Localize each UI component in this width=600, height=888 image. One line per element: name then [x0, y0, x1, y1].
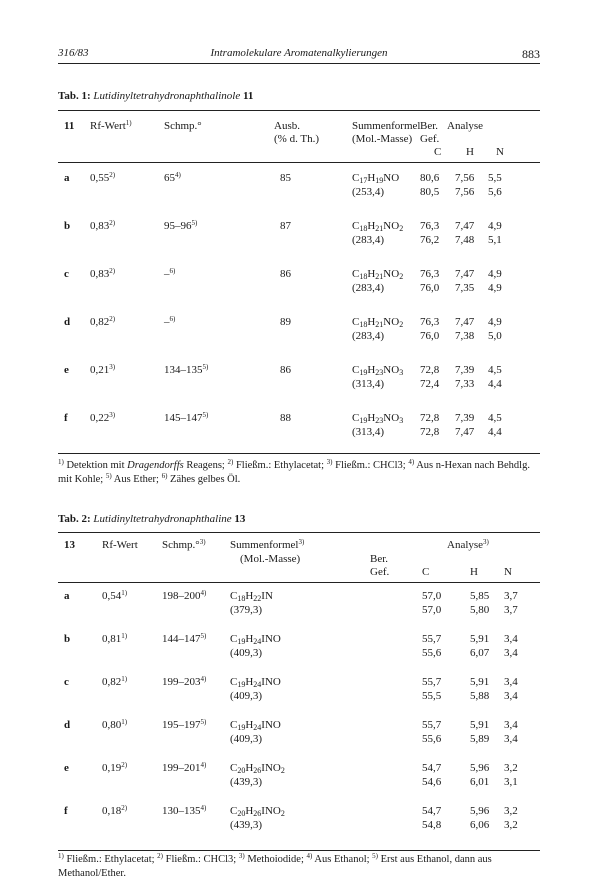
t2-row-label: f [64, 805, 68, 817]
t1-head-id: 11 [64, 120, 75, 132]
t1-rf-sup: 3) [109, 411, 116, 419]
t1-rf-value [90, 316, 115, 329]
t1-ber-n: 4,9 [488, 316, 502, 328]
t2-formula: $C_{18}H_{22}IN$ [230, 590, 273, 603]
t1-row-label: e [64, 364, 69, 376]
t1-yield-value: 88 [280, 412, 291, 424]
t2-gef-c: 57,0 [422, 604, 442, 616]
t2-formula: $C_{20}H_{26}INO_2$ [230, 805, 285, 818]
t1-yield-value: 86 [280, 364, 291, 376]
t2-fn1-mark: 1) [58, 852, 64, 860]
t1-formula: $C_{19}H_{23}NO_3$ [352, 364, 404, 377]
t1-rf-value [90, 364, 115, 377]
t1-gef-n: 5,0 [488, 330, 502, 342]
table2-caption [58, 513, 245, 525]
t1-gef-c: 76,0 [420, 330, 440, 342]
t2-head-rf: Rf-Wert [102, 539, 138, 551]
t1-gef-h: 7,56 [455, 186, 475, 198]
t2-fn4-mark: 4) [306, 852, 313, 860]
t2-gef-c: 55,5 [422, 690, 442, 702]
t2-fn2-text: Fließm.: CHCl3; [163, 854, 237, 865]
t1-gef-c: 76,2 [420, 234, 440, 246]
t1-rf-text: 0,83 [90, 268, 110, 280]
t1-head-rf-sup: 1) [125, 119, 132, 127]
t1-gef-c: 72,4 [420, 378, 440, 390]
t1-mp-text: 65 [164, 172, 175, 184]
t1-rf-value [90, 220, 115, 233]
t1-rf-text: 0,82 [90, 316, 110, 328]
table2-caption-number: 13 [234, 513, 246, 525]
header-rule [58, 63, 540, 64]
t1-formula: $C_{18}H_{21}NO_2$ [352, 316, 404, 329]
running-header [58, 47, 540, 61]
t1-head-mass: (Mol.-Masse) [352, 133, 413, 145]
t2-fn1-text: Fließm.: Ethylacetat; [63, 854, 155, 865]
t1-fn1-italic: Dragendorffs [127, 460, 184, 471]
t2-formula: $C_{19}H_{24}INO$ [230, 719, 281, 732]
t1-head-mp: Schmp.° [164, 120, 202, 132]
t1-gef-c: 80,5 [420, 186, 440, 198]
t1-mp-text: – [164, 316, 170, 328]
t2-head-formula-sup: 3) [298, 538, 305, 546]
t1-fn5-mark: 5) [105, 472, 112, 480]
t2-head-h: H [470, 566, 478, 578]
t2-row-label: e [64, 762, 69, 774]
t1-mol-mass: (283,4) [352, 234, 385, 246]
t2-mol-mass: (409,3) [230, 733, 263, 745]
t2-rf-sup: 1) [121, 632, 128, 640]
t2-gef-n: 3,4 [504, 690, 518, 702]
t2-fn5-text: Erst aus Ethanol, dann aus Methanol/Ether. [58, 854, 492, 879]
page-number: 883 [522, 47, 540, 61]
t1-mol-mass: (253,4) [352, 186, 385, 198]
t1-head-yield: Ausb. [274, 120, 300, 132]
table2-bottom-rule [58, 850, 540, 851]
t2-mp-sup: 5) [200, 632, 207, 640]
t2-mp-value [162, 805, 206, 818]
t1-mol-mass: (283,4) [352, 282, 385, 294]
t2-head-formula [230, 539, 304, 552]
t1-yield-value: 85 [280, 172, 291, 184]
t2-gef-h: 5,80 [470, 604, 490, 616]
running-title: Intramolekulare Aromatenalkylierungen [210, 47, 388, 59]
t2-rf-sup: 2) [121, 804, 128, 812]
t2-ber-n: 3,4 [504, 719, 518, 731]
t2-rf-value [102, 676, 127, 689]
table1-footnotes [58, 459, 540, 487]
t1-rf-text: 0,21 [90, 364, 110, 376]
t1-gef-h: 7,33 [455, 378, 475, 390]
table1-header-rule [58, 162, 540, 163]
t1-gef-n: 4,4 [488, 378, 502, 390]
t1-ber-h: 7,39 [455, 364, 475, 376]
t2-formula: $C_{19}H_{24}INO$ [230, 633, 281, 646]
t1-mp-sup: 4) [175, 171, 181, 179]
t1-fn1-text-b: Reagens; [183, 460, 225, 471]
t1-formula: $C_{18}H_{21}NO_2$ [352, 268, 404, 281]
t2-fn3-text: Methoiodide; [244, 854, 304, 865]
t1-ber-h: 7,56 [455, 172, 475, 184]
t2-head-gef: Gef. [370, 566, 390, 578]
t2-rf-value [102, 805, 127, 818]
t2-rf-value [102, 633, 127, 646]
t1-mp-sup: 5) [202, 363, 209, 371]
t2-rf-text: 0,81 [102, 633, 122, 645]
t1-rf-sup: 3) [109, 363, 116, 371]
t2-head-n: N [504, 566, 512, 578]
t1-rf-sup: 2) [109, 315, 116, 323]
t1-formula: $C_{18}H_{21}NO_2$ [352, 220, 404, 233]
t2-ber-c: 54,7 [422, 762, 442, 774]
t1-fn2-mark: 2) [227, 458, 234, 466]
t1-mp-value [164, 412, 208, 425]
t1-formula: $C_{17}H_{19}NO$ [352, 172, 400, 185]
t2-ber-c: 54,7 [422, 805, 442, 817]
t1-ber-c: 80,6 [420, 172, 440, 184]
t1-gef-n: 4,9 [488, 282, 502, 294]
t1-fn6-text: Zähes gelbes Öl. [167, 474, 241, 485]
t1-mp-text: 95–96 [164, 220, 192, 232]
table2-top-rule [58, 532, 540, 533]
t2-formula: $C_{19}H_{24}INO$ [230, 676, 281, 689]
t2-ber-h: 5,91 [470, 633, 490, 645]
t2-fn5-mark: 5) [372, 852, 378, 860]
t1-gef-h: 7,47 [455, 426, 475, 438]
journal-ref: 316/83 [58, 47, 89, 59]
t2-head-analysis-text: Analyse [447, 539, 484, 551]
t1-head-rf [90, 120, 132, 133]
t2-mol-mass: (439,3) [230, 776, 263, 788]
t2-ber-h: 5,91 [470, 719, 490, 731]
t1-head-analysis: Analyse [447, 120, 484, 132]
t1-head-c: C [434, 146, 442, 158]
t1-head-rf-text: Rf-Wert [90, 120, 126, 132]
t2-row-label: d [64, 719, 71, 731]
t2-mp-text: 198–200 [162, 590, 201, 602]
t2-head-c: C [422, 566, 430, 578]
t1-fn2-text: Fließm.: Ethylacetat; [233, 460, 325, 471]
t1-gef-h: 7,35 [455, 282, 475, 294]
t2-head-analysis [447, 539, 489, 552]
t1-ber-h: 7,47 [455, 268, 475, 280]
t2-row-label: c [64, 676, 69, 688]
t2-mp-value [162, 633, 206, 646]
t1-rf-value [90, 412, 115, 425]
t2-ber-h: 5,91 [470, 676, 490, 688]
t1-mp-value [164, 220, 197, 233]
table1-top-rule [58, 110, 540, 111]
t1-mp-sup: 6) [169, 267, 176, 275]
t1-gef-n: 5,1 [488, 234, 502, 246]
table2-caption-label: Tab. 2: [58, 513, 91, 525]
t2-gef-h: 6,07 [470, 647, 490, 659]
t2-mp-sup: 4) [200, 589, 207, 597]
t1-head-ber: Ber. [420, 120, 439, 132]
t1-gef-n: 5,6 [488, 186, 502, 198]
t2-gef-h: 5,88 [470, 690, 490, 702]
table1-caption-number: 11 [242, 90, 254, 102]
t2-ber-c: 57,0 [422, 590, 442, 602]
t2-gef-n: 3,2 [504, 819, 518, 831]
t1-mp-value [164, 172, 181, 185]
t1-head-gef: Gef. [420, 133, 440, 145]
t1-ber-c: 76,3 [420, 316, 440, 328]
t1-fn3-mark: 3) [326, 458, 333, 466]
t2-rf-sup: 2) [121, 761, 128, 769]
t1-rf-text: 0,83 [90, 220, 110, 232]
table1-bottom-rule [58, 453, 540, 454]
t2-mp-text: 130–135 [162, 805, 201, 817]
t2-mp-value [162, 762, 206, 775]
t1-mp-sup: 5) [191, 219, 198, 227]
t1-gef-c: 72,8 [420, 426, 440, 438]
t2-mp-sup: 5) [200, 718, 207, 726]
t1-formula: $C_{19}H_{23}NO_3$ [352, 412, 404, 425]
t1-ber-n: 4,5 [488, 412, 502, 424]
t2-mp-value [162, 590, 206, 603]
t2-mp-value [162, 676, 206, 689]
t2-mol-mass: (379,3) [230, 604, 263, 616]
t1-row-label: c [64, 268, 69, 280]
t1-rf-sup: 2) [109, 171, 116, 179]
t1-fn1-mark: 1) [58, 458, 64, 466]
t2-head-ber: Ber. [370, 553, 389, 565]
t2-mp-sup: 4) [200, 675, 207, 683]
t1-mp-text: 145–147 [164, 412, 203, 424]
t2-rf-text: 0,82 [102, 676, 122, 688]
t1-ber-n: 4,9 [488, 268, 502, 280]
t1-yield-value: 89 [280, 316, 291, 328]
t2-gef-n: 3,4 [504, 733, 518, 745]
t2-rf-value [102, 590, 127, 603]
t2-ber-n: 3,4 [504, 676, 518, 688]
t2-mp-text: 199–201 [162, 762, 201, 774]
t1-rf-value [90, 172, 115, 185]
t2-gef-c: 54,6 [422, 776, 442, 788]
t2-ber-h: 5,85 [470, 590, 490, 602]
t1-gef-h: 7,38 [455, 330, 475, 342]
t2-rf-text: 0,80 [102, 719, 122, 731]
table1-caption-title: Lutidinyltetrahydronaphthalinole [93, 90, 241, 102]
t1-head-formula: Summenformel [352, 120, 421, 132]
t2-rf-text: 0,19 [102, 762, 122, 774]
t2-mp-sup: 4) [200, 804, 207, 812]
t1-ber-c: 76,3 [420, 220, 440, 232]
t1-mp-text: 134–135 [164, 364, 203, 376]
table1-caption [58, 90, 253, 102]
t2-mp-text: 199–203 [162, 676, 201, 688]
t2-rf-sup: 1) [121, 675, 128, 683]
t1-mol-mass: (313,4) [352, 378, 385, 390]
t2-ber-c: 55,7 [422, 719, 442, 731]
t2-head-mp-text: Schmp.° [162, 539, 200, 551]
t1-head-yield-unit: (% d. Th.) [274, 133, 320, 145]
t1-mp-sup: 6) [169, 315, 176, 323]
t2-mp-text: 195–197 [162, 719, 201, 731]
t1-fn3-text: Fließm.: CHCl3; [332, 460, 406, 471]
t2-gef-c: 54,8 [422, 819, 442, 831]
t1-row-label: d [64, 316, 71, 328]
t1-mol-mass: (283,4) [352, 330, 385, 342]
t1-ber-h: 7,39 [455, 412, 475, 424]
t1-ber-h: 7,47 [455, 220, 475, 232]
t2-ber-c: 55,7 [422, 633, 442, 645]
t2-ber-n: 3,2 [504, 805, 518, 817]
t1-row-label: b [64, 220, 71, 232]
t2-ber-n: 3,2 [504, 762, 518, 774]
t1-yield-value: 86 [280, 268, 291, 280]
t1-mp-value [164, 316, 175, 329]
t2-gef-n: 3,7 [504, 604, 518, 616]
t1-rf-sup: 2) [109, 219, 116, 227]
t1-row-label: a [64, 172, 70, 184]
t2-ber-c: 55,7 [422, 676, 442, 688]
t2-fn3-mark: 3) [238, 852, 245, 860]
t2-mp-value [162, 719, 206, 732]
t2-mp-text: 144–147 [162, 633, 201, 645]
t1-gef-h: 7,48 [455, 234, 475, 246]
t1-rf-text: 0,55 [90, 172, 110, 184]
t2-mol-mass: (409,3) [230, 647, 263, 659]
t2-row-label: b [64, 633, 71, 645]
t2-rf-text: 0,18 [102, 805, 122, 817]
t1-mol-mass: (313,4) [352, 426, 385, 438]
t2-mol-mass: (439,3) [230, 819, 263, 831]
t2-ber-h: 5,96 [470, 805, 490, 817]
t2-mp-sup: 4) [200, 761, 207, 769]
t1-ber-n: 5,5 [488, 172, 502, 184]
t2-formula: $C_{20}H_{26}INO_2$ [230, 762, 285, 775]
t1-ber-c: 76,3 [420, 268, 440, 280]
t1-rf-text: 0,22 [90, 412, 110, 424]
t2-head-mp [162, 539, 206, 552]
t1-head-n: N [496, 146, 504, 158]
t2-fn4-text: Aus Ethanol; [312, 854, 370, 865]
t1-ber-n: 4,5 [488, 364, 502, 376]
t1-rf-value [90, 268, 115, 281]
t2-head-analysis-sup: 3) [483, 538, 489, 546]
t2-rf-value [102, 762, 127, 775]
t2-head-mp-sup: 3) [199, 538, 206, 546]
t1-fn6-mark: 6) [161, 472, 168, 480]
t1-yield-value: 87 [280, 220, 291, 232]
t1-head-h: H [466, 146, 474, 158]
t2-gef-c: 55,6 [422, 647, 442, 659]
t2-rf-value [102, 719, 127, 732]
t2-head-formula-text: Summenformel [230, 539, 299, 551]
t2-ber-h: 5,96 [470, 762, 490, 774]
t1-fn5-text: Aus Ether; [111, 474, 159, 485]
t1-mp-value [164, 364, 208, 377]
t2-ber-n: 3,7 [504, 590, 518, 602]
t1-ber-n: 4,9 [488, 220, 502, 232]
t1-fn1-text-a: Detektion mit [63, 460, 128, 471]
t2-rf-text: 0,54 [102, 590, 122, 602]
t2-head-id: 13 [64, 539, 75, 551]
t1-fn4-mark: 4) [408, 458, 415, 466]
t2-gef-h: 6,01 [470, 776, 490, 788]
t2-gef-h: 5,89 [470, 733, 490, 745]
table2-header-rule [58, 582, 540, 583]
t2-row-label: a [64, 590, 70, 602]
t1-fn4-text: Aus n-Hexan nach Behdlg. mit Kohle; [58, 460, 530, 485]
t2-ber-n: 3,4 [504, 633, 518, 645]
t1-gef-n: 4,4 [488, 426, 502, 438]
t2-gef-c: 55,6 [422, 733, 442, 745]
t2-gef-n: 3,1 [504, 776, 518, 788]
t2-mol-mass: (409,3) [230, 690, 263, 702]
table1-caption-label: Tab. 1: [58, 90, 91, 102]
t1-mp-value [164, 268, 175, 281]
table2-footnotes [58, 853, 540, 881]
t2-rf-sup: 1) [121, 718, 128, 726]
t1-mp-sup: 5) [202, 411, 209, 419]
t1-gef-c: 76,0 [420, 282, 440, 294]
t2-rf-sup: 1) [121, 589, 128, 597]
t1-ber-c: 72,8 [420, 364, 440, 376]
t2-gef-n: 3,4 [504, 647, 518, 659]
table2-caption-title: Lutidinyltetrahydronaphthaline [93, 513, 232, 525]
t2-fn2-mark: 2) [157, 852, 163, 860]
t1-mp-text: – [164, 268, 170, 280]
t1-rf-sup: 2) [109, 267, 116, 275]
t1-ber-c: 72,8 [420, 412, 440, 424]
t1-ber-h: 7,47 [455, 316, 475, 328]
t2-gef-h: 6,06 [470, 819, 490, 831]
t1-row-label: f [64, 412, 68, 424]
t2-head-mass: (Mol.-Masse) [240, 553, 301, 565]
